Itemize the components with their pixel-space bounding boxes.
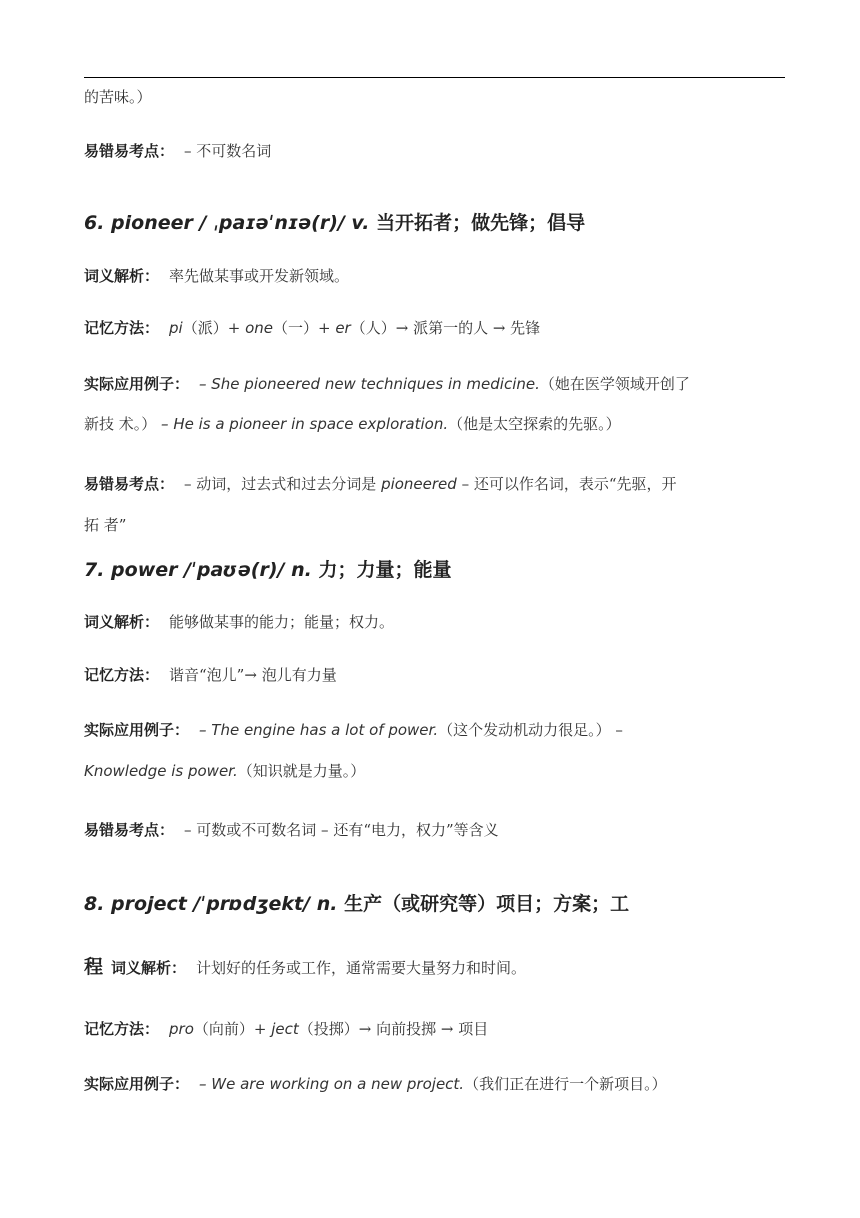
example-translation: （他是太空探索的先驱。）: [448, 415, 621, 433]
memory-gloss: （人）→ 派第一的人 → 先锋: [350, 319, 541, 337]
entry-8-memory: [84, 1019, 488, 1039]
page-top-rule: [84, 77, 785, 78]
meaning-label: 词义解析：: [111, 959, 187, 977]
pitfall-text: – 可数或不可数名词 – 还有“电力，权力”等含义: [184, 821, 499, 839]
meaning-text: 能够做某事的能力；能量；权力。: [169, 613, 395, 631]
entry-7-headword: 7. power /ˈpaʊə(r)/ n.: [84, 559, 312, 581]
entry-7-example-line-2: [84, 761, 365, 781]
memory-label: 记忆方法：: [84, 666, 160, 684]
pitfall-text: – 还可以作名词，表示“先驱，开: [456, 475, 677, 493]
meaning-text: 计划好的任务或工作，通常需要大量努力和时间。: [196, 959, 527, 977]
memory-part: pro: [169, 1020, 194, 1038]
example-label: 实际应用例子：: [84, 375, 190, 393]
intro-pitfall: [84, 141, 271, 161]
entry-6-translation: 当开拓者；做先锋；倡导: [376, 212, 586, 234]
entry-6-meaning: [84, 266, 349, 286]
meaning-label: 词义解析：: [84, 267, 160, 285]
example-translation: （知识就是力量。）: [237, 762, 366, 780]
entry-7-heading: [84, 557, 451, 583]
entry-8-headword: 8. project /ˈprɒdʒekt/ n.: [84, 893, 338, 915]
entry-7-translation: 力；力量；能量: [318, 559, 452, 581]
memory-text: 谐音“泡儿”→ 泡儿有力量: [169, 666, 337, 684]
meaning-label: 词义解析：: [84, 613, 160, 631]
memory-gloss: （派）+: [182, 319, 246, 337]
entry-6-example-line-1: [84, 374, 690, 394]
example-sentence: – The engine has a lot of power.: [199, 721, 439, 739]
entry-8-meaning: [84, 957, 526, 978]
example-sentence: – We are working on a new project.: [199, 1075, 465, 1093]
example-label: 实际应用例子：: [84, 721, 190, 739]
entry-6-example-line-2: [84, 414, 621, 434]
memory-gloss: （一）+: [272, 319, 336, 337]
entry-6-headword: 6. pioneer / ˌpaɪəˈnɪə(r)/ v.: [84, 212, 370, 234]
entry-7-memory: [84, 665, 337, 685]
example-translation: 新技 术。）: [84, 415, 162, 433]
memory-part: er: [335, 319, 351, 337]
pitfall-term: pioneered: [381, 475, 457, 493]
entry-7-meaning: [84, 612, 394, 632]
example-translation: （我们正在进行一个新项目。）: [464, 1075, 667, 1093]
pitfall-text: – 不可数名词: [184, 142, 272, 160]
memory-gloss: （投掷）→ 向前投掷 → 项目: [298, 1020, 489, 1038]
memory-label: 记忆方法：: [84, 319, 160, 337]
entry-6-memory: [84, 318, 540, 338]
example-sentence: – She pioneered new techniques in medicine.: [199, 375, 540, 393]
entry-8-heading-continuation: 程: [84, 956, 104, 978]
memory-label: 记忆方法：: [84, 1020, 160, 1038]
memory-part: one: [245, 319, 273, 337]
pitfall-label: 易错易考点：: [84, 821, 175, 839]
memory-part: pi: [169, 319, 183, 337]
example-label: 实际应用例子：: [84, 1075, 190, 1093]
memory-part: ject: [271, 1020, 299, 1038]
pitfall-text: – 动词，过去式和过去分词是: [184, 475, 382, 493]
entry-6-heading: [84, 210, 585, 236]
example-sentence: – He is a pioneer in space exploration.: [161, 415, 449, 433]
entry-7-example-line-1: [84, 720, 623, 740]
example-translation: （她在医学领域开创了: [539, 375, 690, 393]
entry-6-pitfall-line-2: 拓 者”: [84, 516, 127, 534]
example-sentence: Knowledge is power.: [84, 762, 238, 780]
meaning-text: 率先做某事或开发新领域。: [169, 267, 350, 285]
entry-8-example: [84, 1074, 667, 1094]
entry-8-heading: [84, 891, 629, 917]
entry-7-pitfall: [84, 820, 499, 840]
pitfall-label: 易错易考点：: [84, 142, 175, 160]
memory-gloss: （向前）+: [193, 1020, 272, 1038]
example-translation: （这个发动机动力很足。） –: [438, 721, 623, 739]
continuation-text: 的苦味。）: [84, 88, 152, 106]
entry-6-pitfall-line-1: [84, 474, 677, 494]
entry-8-translation: 生产（或研究等）项目；方案；工: [344, 893, 630, 915]
pitfall-label: 易错易考点：: [84, 475, 175, 493]
